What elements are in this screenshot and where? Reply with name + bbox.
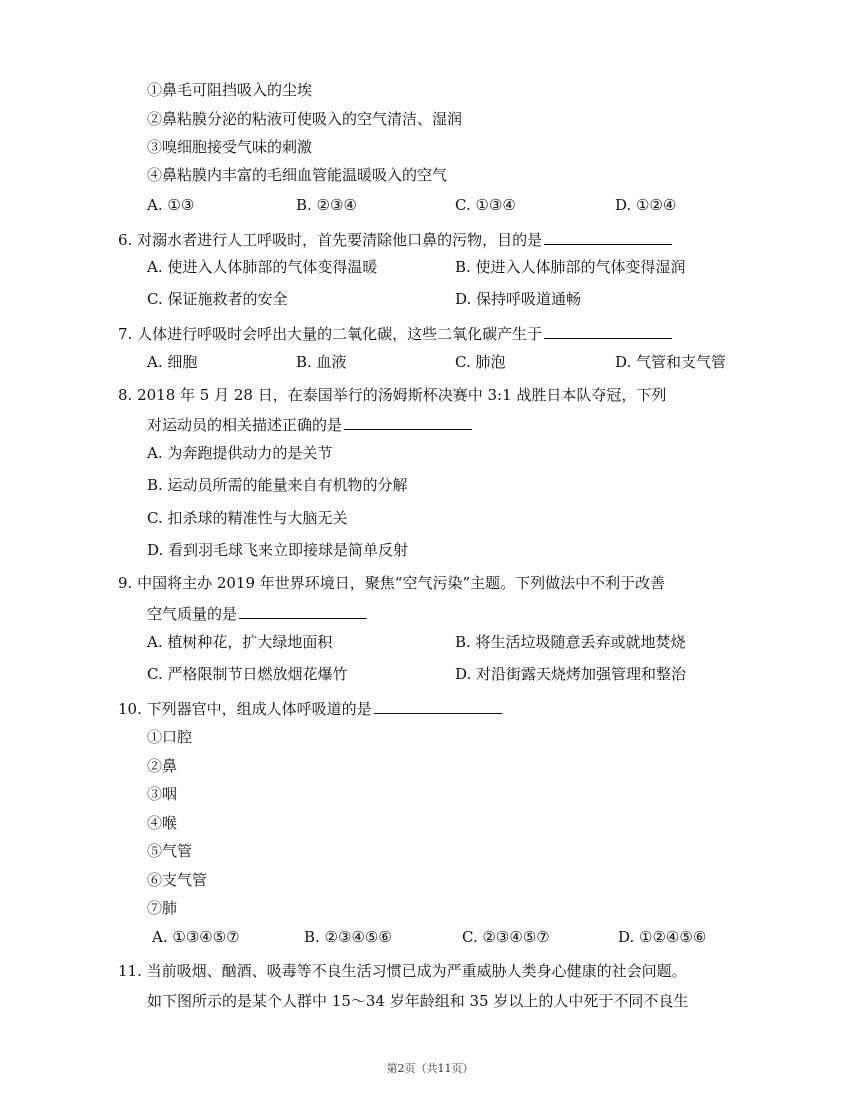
q10-option-c: C. ②③④⑤⑦	[462, 928, 550, 946]
q9-option-d: D. 对沿街露天烧烤加强管理和整治	[455, 665, 687, 683]
q5-option-b: B. ②③④	[296, 196, 357, 214]
q8-stem-line1: 8. 2018 年 5 月 28 日，在泰国举行的汤姆斯杯决赛中 3:1 战胜日本队夺冠，下列	[118, 386, 667, 404]
q7-option-a: A. 细胞	[147, 353, 198, 371]
q10-item-3: ③咽	[147, 785, 178, 803]
q10-option-d: D. ①②④⑤⑥	[618, 928, 707, 946]
q10-item-7: ⑦肺	[147, 899, 178, 917]
q10-item-5: ⑤气管	[147, 842, 193, 860]
q8-stem-line2	[147, 413, 472, 435]
q5-option-c: C. ①③④	[455, 196, 516, 214]
q6-option-c: C. 保证施救者的安全	[147, 290, 288, 308]
q8-option-c: C. 扣杀球的精准性与大脑无关	[147, 509, 348, 527]
answer-blank[interactable]	[544, 322, 672, 339]
answer-blank[interactable]	[374, 697, 502, 714]
page-footer: 第2页（共11页）	[386, 1062, 474, 1075]
q5-item-3: ③嗅细胞接受气味的刺激	[147, 138, 313, 156]
q11-stem-line2: 如下图所示的是某个人群中 15～34 岁年龄组和 35 岁以上的人中死于不同不良生	[147, 992, 689, 1010]
q6-option-b: B. 使进入人体肺部的气体变得湿润	[455, 258, 686, 276]
q8-option-d: D. 看到羽毛球飞来立即接球是简单反射	[147, 541, 409, 559]
q5-option-a: A. ①③	[147, 196, 195, 214]
q10-stem	[118, 697, 502, 719]
q9-stem-line2	[147, 602, 367, 624]
q7-stem	[118, 322, 672, 344]
q8-option-a: A. 为奔跑提供动力的是关节	[147, 444, 333, 462]
q10-item-6: ⑥支气管	[147, 871, 208, 889]
q6-stem	[118, 228, 672, 250]
q5-option-d: D. ①②④	[615, 196, 677, 214]
q8-option-b: B. 运动员所需的能量来自有机物的分解	[147, 476, 408, 494]
q6-stem-text: 6. 对溺水者进行人工呼吸时，首先要清除他口鼻的污物，目的是	[118, 231, 543, 249]
q9-stem-text: 空气质量的是	[147, 605, 238, 623]
q6-option-d: D. 保持呼吸道通畅	[455, 290, 582, 308]
q7-stem-text: 7. 人体进行呼吸时会呼出大量的二氧化碳，这些二氧化碳产生于	[118, 325, 543, 343]
q8-stem-text: 对运动员的相关描述正确的是	[147, 416, 343, 434]
q10-option-a: A. ①③④⑤⑦	[152, 928, 240, 946]
q10-item-1: ①口腔	[147, 728, 193, 746]
q9-stem-line1: 9. 中国将主办 2019 年世界环境日，聚焦“空气污染”主题。下列做法中不利于改善	[118, 574, 666, 592]
q10-item-4: ④喉	[147, 814, 178, 832]
q5-item-4: ④鼻粘膜内丰富的毛细血管能温暖吸入的空气	[147, 166, 448, 184]
q9-option-b: B. 将生活垃圾随意丢弃或就地焚烧	[455, 633, 686, 651]
q10-item-2: ②鼻	[147, 757, 178, 775]
q9-option-c: C. 严格限制节日燃放烟花爆竹	[147, 665, 348, 683]
q5-item-1: ①鼻毛可阻挡吸入的尘埃	[147, 81, 313, 99]
q7-option-c: C. 肺泡	[455, 353, 506, 371]
q7-option-d: D. 气管和支气管	[615, 353, 727, 371]
q6-option-a: A. 使进入人体肺部的气体变得温暖	[147, 258, 378, 276]
answer-blank[interactable]	[344, 413, 472, 430]
answer-blank[interactable]	[544, 228, 672, 245]
answer-blank[interactable]	[239, 602, 367, 619]
q11-stem-line1: 11. 当前吸烟、酗酒、吸毒等不良生活习惯已成为严重威胁人类身心健康的社会问题。	[118, 962, 687, 980]
q7-option-b: B. 血液	[296, 353, 347, 371]
q10-stem-text: 10. 下列器官中，组成人体呼吸道的是	[118, 700, 372, 718]
q10-option-b: B. ②③④⑤⑥	[304, 928, 392, 946]
q5-item-2: ②鼻粘膜分泌的粘液可使吸入的空气清洁、湿润	[147, 110, 463, 128]
q9-option-a: A. 植树种花，扩大绿地面积	[147, 633, 333, 651]
